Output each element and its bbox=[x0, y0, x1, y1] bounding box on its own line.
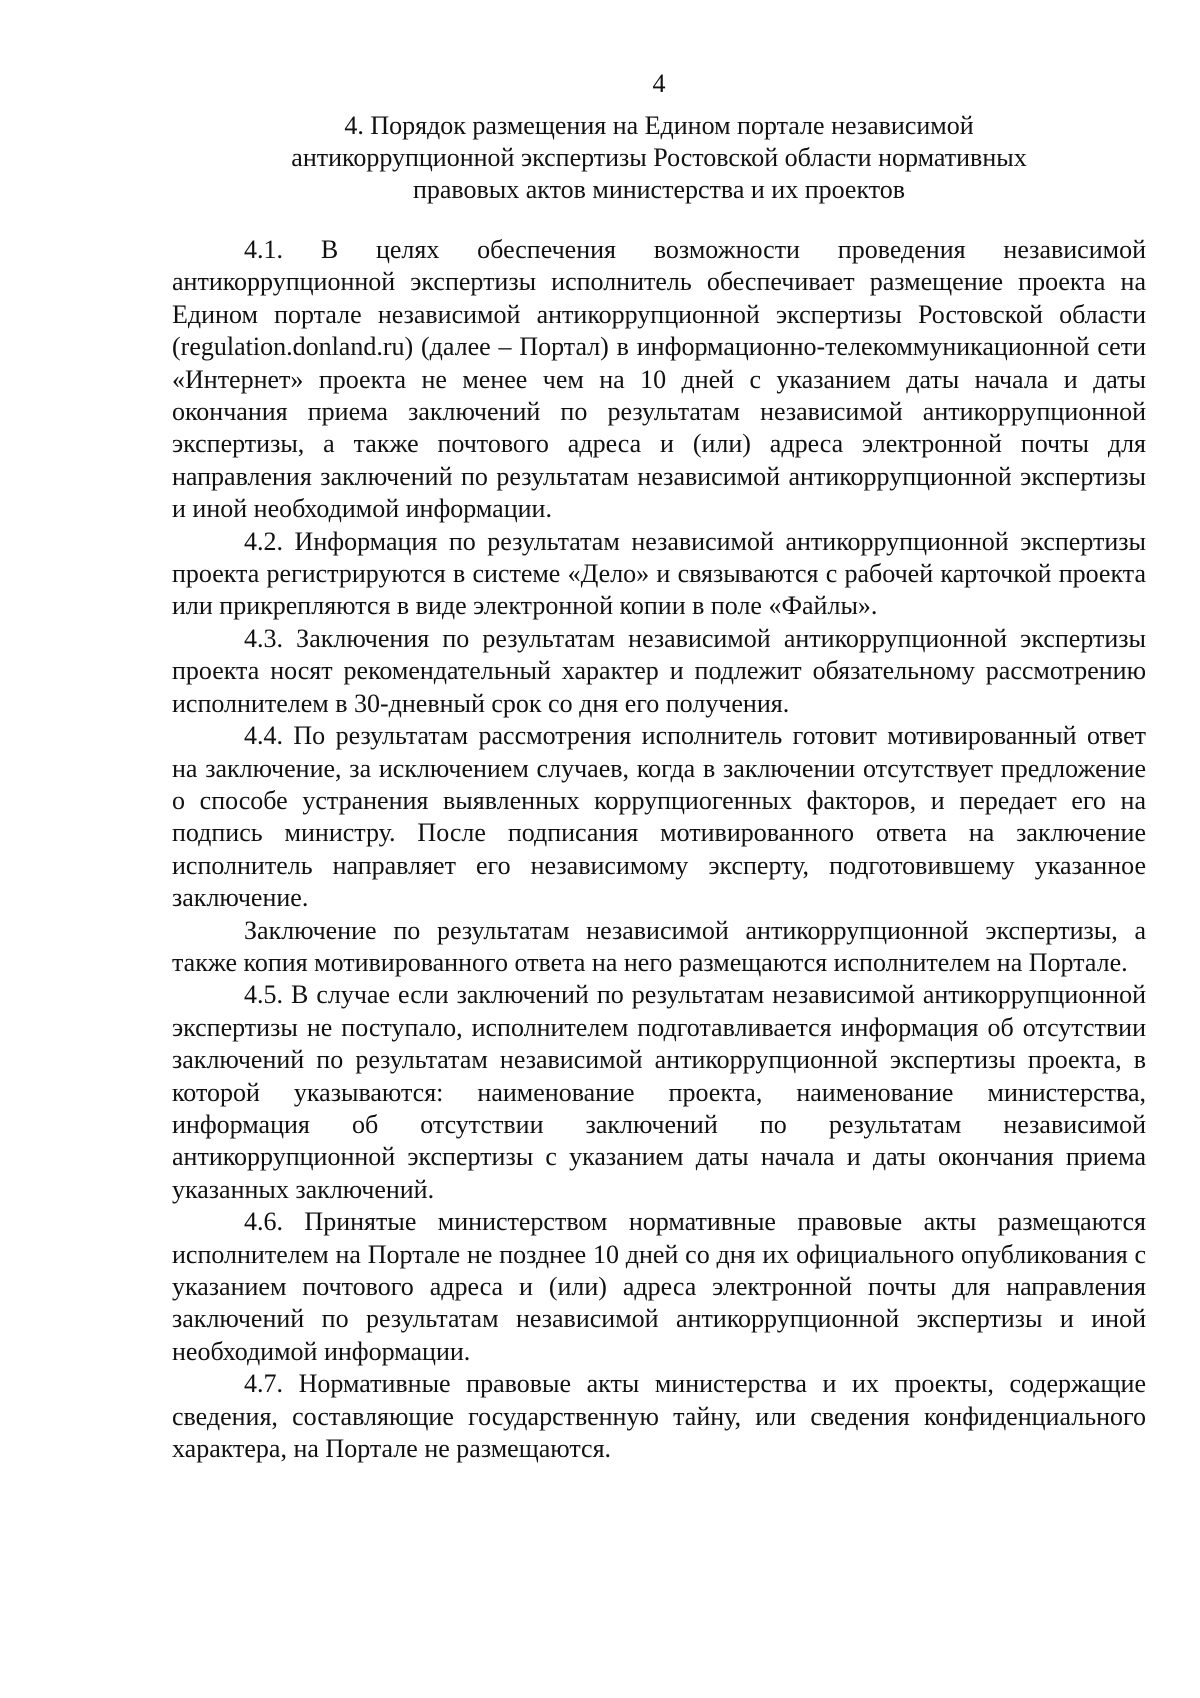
section-title-line: 4. Порядок размещения на Едином портале независимой bbox=[344, 111, 974, 140]
paragraph-4-1: 4.1. В целях обеспечения возможности проведения независимой антикоррупционной экспертизы исполнитель обеспечивает размещение проекта на Едином портале независимой антикоррупционной экспертизы Ростовской области (regulation.donland.ru) (далее – Портал) в информационно-телекоммуникационной сети «Интернет» проекта не менее чем на 10 дней с указанием даты начала и даты окончания приема заключений по результатам независимой антикоррупционной экспертизы, а также почтового адреса и (или) адреса электронной почты для направления заключений по результатам независимой антикоррупционной экспертизы и иной необходимой информации. bbox=[172, 235, 1146, 524]
section-title bbox=[172, 110, 1146, 206]
paragraph-4-7: 4.7. Нормативные правовые акты министерства и их проекты, содержащие сведения, составляющие государственную тайну, или сведения конфиденциального характера, на Портале не размещаются. bbox=[172, 1369, 1146, 1464]
paragraph-4-3: 4.3. Заключения по результатам независимой антикоррупционной экспертизы проекта носят рекомендательный характер и подлежит обязательному рассмотрению исполнителем в 30-дневный срок со дня его получения. bbox=[172, 623, 1146, 718]
section-title-line: антикоррупционной экспертизы Ростовской области нормативных bbox=[291, 143, 1027, 172]
paragraph-4-4-continued: Заключение по результатам независимой антикоррупционной экспертизы, а также копия мотивированного ответа на него размещаются исполнителем на Портале. bbox=[172, 915, 1146, 977]
paragraph-4-6: 4.6. Принятые министерством нормативные правовые акты размещаются исполнителем на Портале не позднее 10 дней со дня их официального опубликования с указанием почтового адреса и (или) адреса электронной почты для направления заключений по результатам независимой антикоррупционной экспертизы и иной необходимой информации. bbox=[172, 1207, 1146, 1366]
paragraph-4-5: 4.5. В случае если заключений по результатам независимой антикоррупционной экспертизы не поступало, исполнителем подготавливается информация об отсутствии заключений по результатам независимой антикоррупционной экспертизы проекта, в которой указываются: наименование проекта, наименование министерства, информация об отсутствии заключений по результатам независимой антикоррупционной экспертизы с указанием даты начала и даты окончания приема указанных заключений. bbox=[172, 980, 1146, 1204]
document-page bbox=[172, 68, 1146, 1465]
paragraph-4-4: 4.4. По результатам рассмотрения исполнитель готовит мотивированный ответ на заключение, за исключением случаев, когда в заключении отсутствует предложение о способе устранения выявленных коррупциогенных факторов, и передает его на подпись министру. После подписания мотивированного ответа на заключение исполнитель направляет его независимому эксперту, подготовившему указанное заключение. bbox=[172, 721, 1146, 913]
paragraph-4-2: 4.2. Информация по результатам независимой антикоррупционной экспертизы проекта регистрируются в системе «Дело» и связываются с рабочей карточкой проекта или прикрепляются в виде электронной копии в поле «Файлы». bbox=[172, 526, 1146, 621]
page-number: 4 bbox=[652, 69, 666, 98]
section-title-line: правовых актов министерства и их проектов bbox=[412, 175, 906, 204]
